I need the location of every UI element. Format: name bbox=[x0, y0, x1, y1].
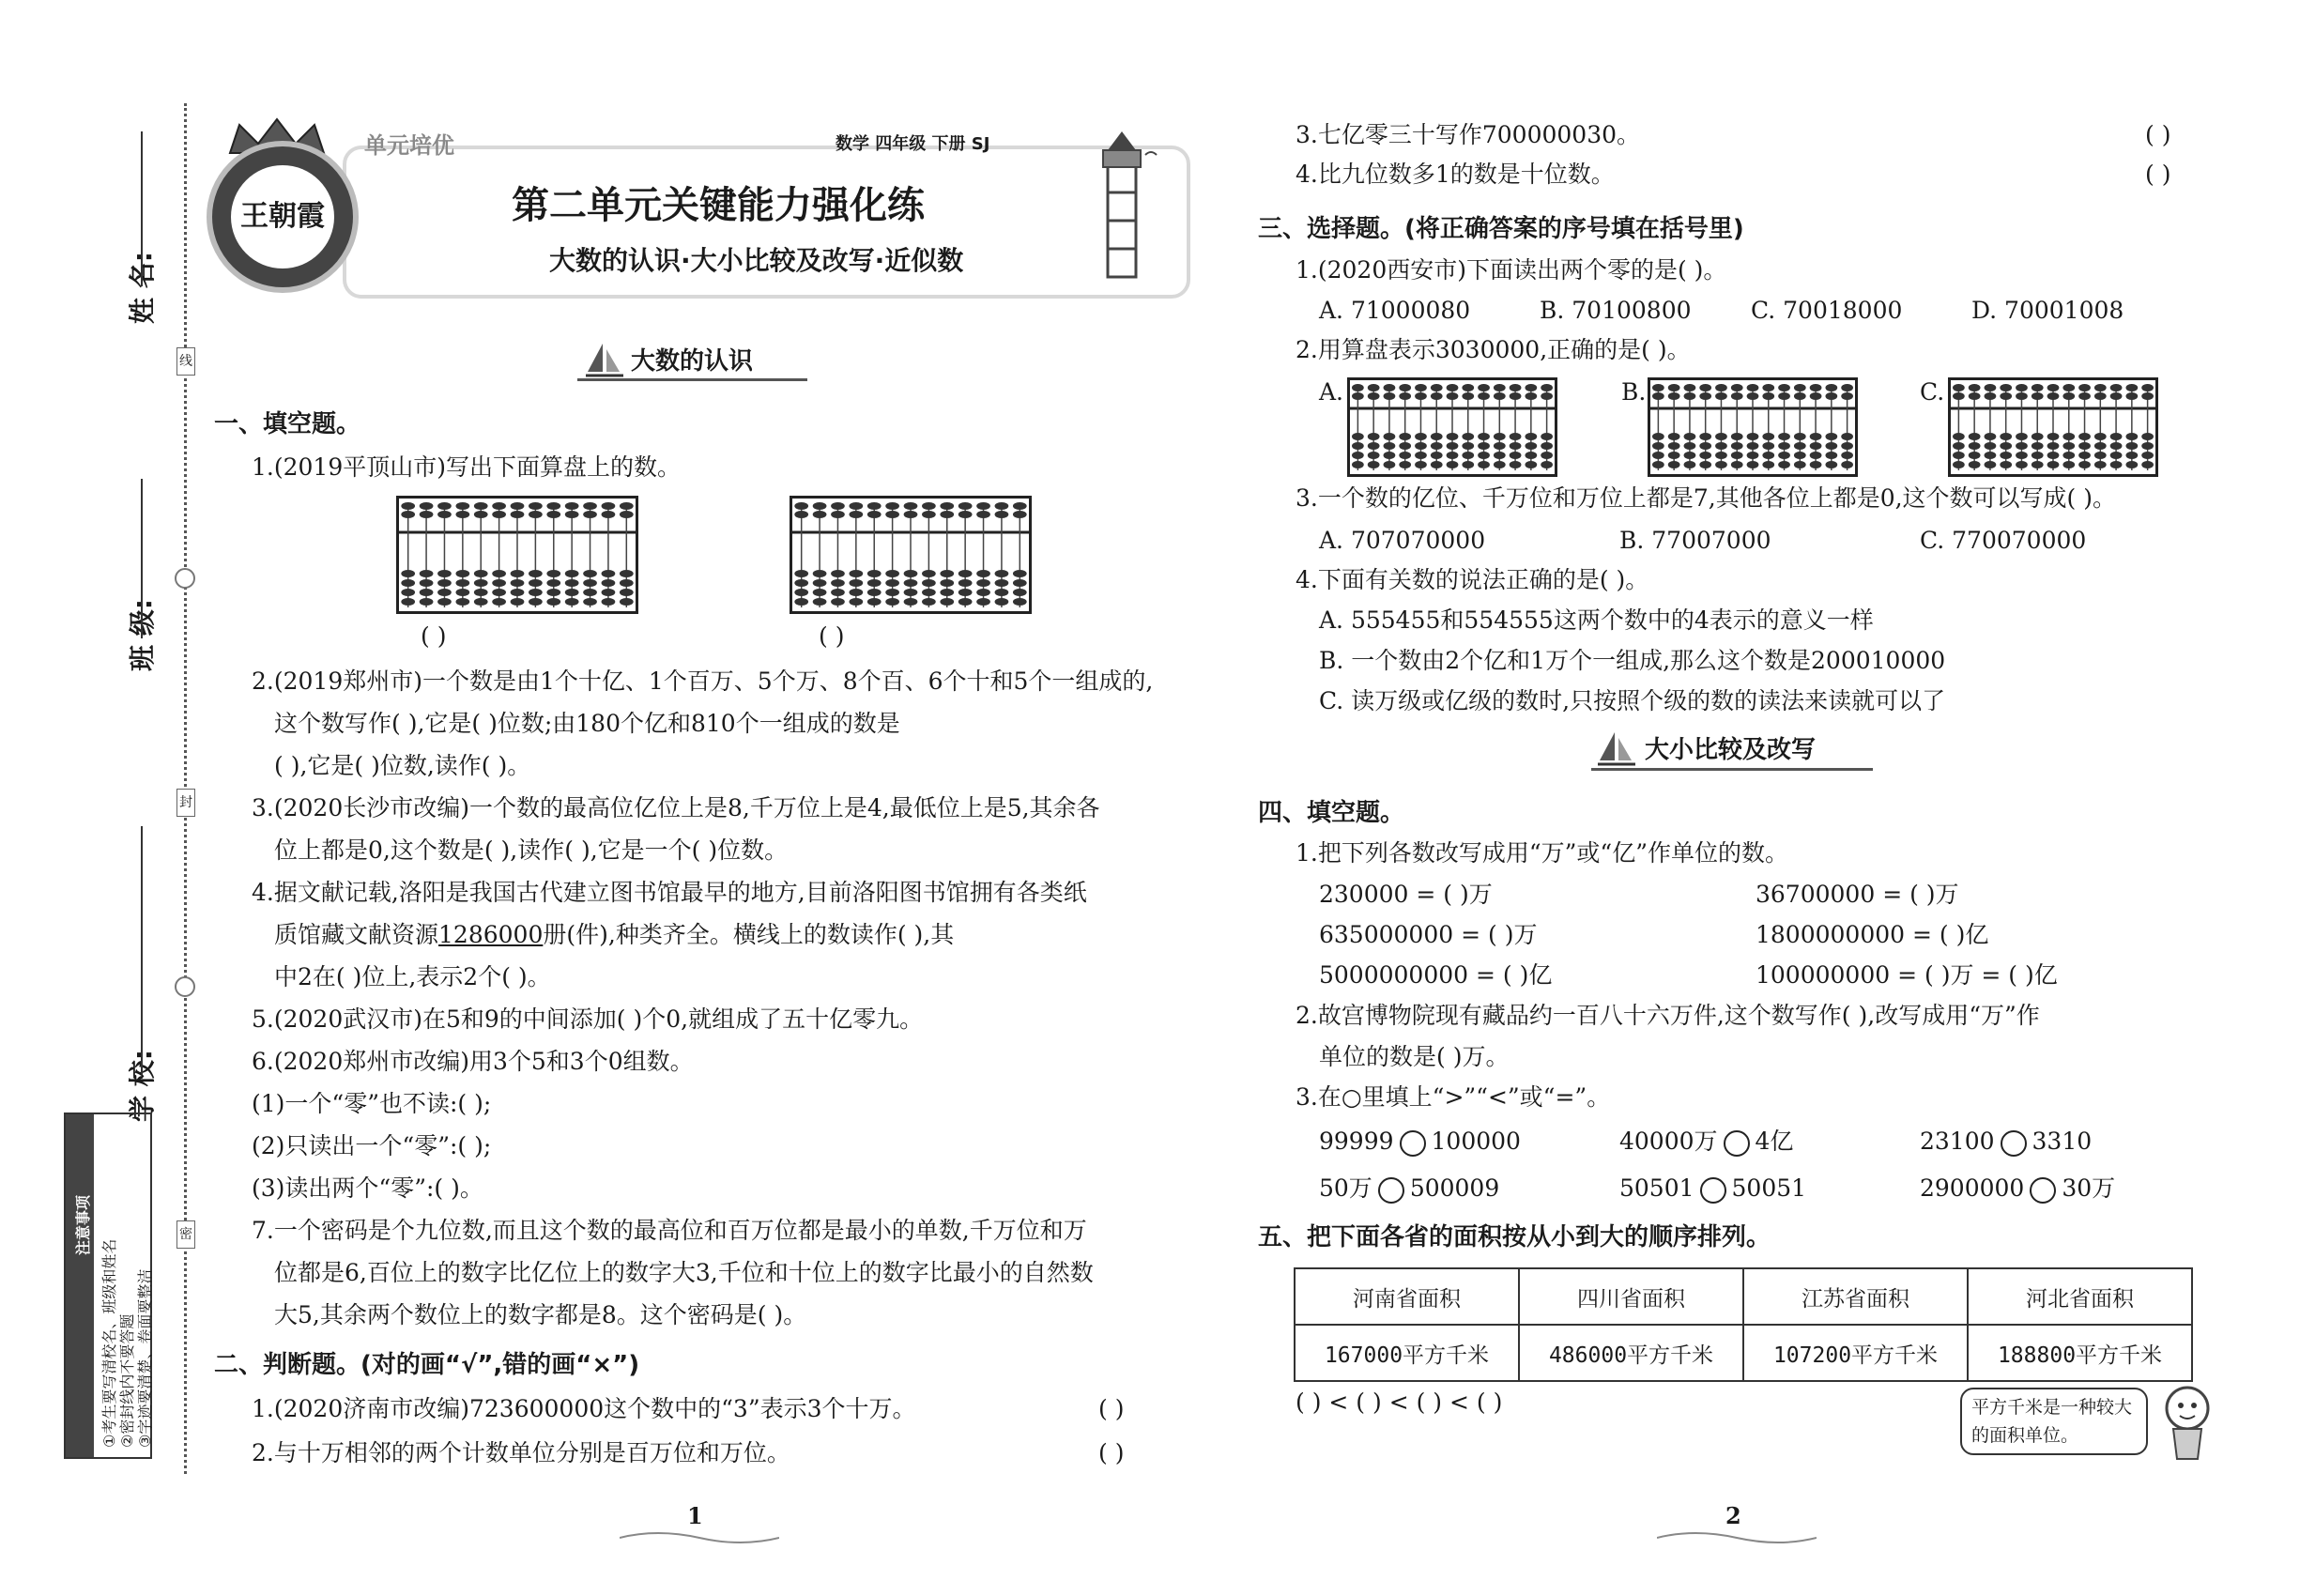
q3-line1: 3.(2020长沙市改编)一个数的最高位亿位上是8,千万位上是4,最低位上是5,其余各 bbox=[252, 794, 1100, 821]
name-label: 姓 名: bbox=[127, 252, 158, 324]
seal-mark-line: 线 bbox=[176, 347, 195, 376]
compare-left: 40000万 bbox=[1619, 1128, 1718, 1155]
abacus-beads bbox=[1650, 380, 1855, 474]
compare-right: 500009 bbox=[1409, 1174, 1500, 1202]
table-header-cell: 江苏省面积 bbox=[1743, 1268, 1968, 1325]
compare-item bbox=[1619, 1174, 1806, 1204]
q4-underlined-number: 1286000 bbox=[438, 921, 544, 948]
q5-text: 5.(2020武汉市)在5和9的中间添加( )个0,就组成了五十亿零九。 bbox=[252, 1005, 924, 1033]
part5-heading: 五、把下面各省的面积按从小到大的顺序排列。 bbox=[1258, 1223, 1771, 1251]
sailboat-icon bbox=[1596, 729, 1637, 770]
abacus-option-b bbox=[1648, 377, 1858, 477]
table-header-row bbox=[1295, 1268, 2192, 1325]
banner-tab: 单元培优 bbox=[364, 132, 454, 159]
convert-row2-a: 635000000 = ( )万 bbox=[1319, 921, 1538, 948]
choice-2-opt-b[interactable]: B. bbox=[1621, 378, 1647, 406]
q2-line3: ( ),它是( )位数,读作( )。 bbox=[274, 752, 531, 779]
compare-left: 50501 bbox=[1619, 1174, 1694, 1202]
abacus-q1-b bbox=[790, 496, 1032, 614]
choice-4-opt-a[interactable]: A. 555455和554555这两个数中的4表示的意义一样 bbox=[1319, 606, 1874, 634]
binding-hole-icon bbox=[175, 976, 195, 997]
name-underline bbox=[141, 131, 143, 286]
choice-4-opt-c[interactable]: C. 读万级或亿级的数时,只按照个级的数的读法来读就可以了 bbox=[1319, 687, 1946, 714]
section-underline bbox=[1591, 768, 1873, 771]
choice-3-opt-c[interactable]: C. 770070000 bbox=[1920, 527, 2087, 554]
q7-line3: 大5,其余两个数位上的数字都是8。这个密码是( )。 bbox=[274, 1301, 807, 1328]
compare-circle[interactable] bbox=[1724, 1130, 1750, 1157]
compare-right: 30万 bbox=[2062, 1174, 2116, 1202]
compare-circle[interactable] bbox=[2001, 1130, 2027, 1157]
abacus-beads bbox=[1951, 380, 2155, 474]
compare-left: 50万 bbox=[1319, 1174, 1372, 1202]
choice-1-opt-b[interactable]: B. 70100800 bbox=[1540, 297, 1692, 324]
compare-item bbox=[1319, 1127, 1521, 1157]
choice-3-opt-b[interactable]: B. 77007000 bbox=[1619, 527, 1771, 554]
mascot-icon bbox=[2154, 1380, 2220, 1465]
judge-1: 1.(2020济南市改编)723600000这个数中的“3”表示3个十万。 bbox=[252, 1395, 916, 1422]
class-label: 班 级: bbox=[127, 599, 158, 671]
logo-text: 王朝霞 bbox=[231, 165, 334, 269]
seal-mark-seal: 封 bbox=[176, 789, 195, 817]
q1-text: 1.(2019平顶山市)写出下面算盘上的数。 bbox=[252, 453, 681, 481]
q4-line2-a: 质馆藏文献资源 bbox=[274, 921, 439, 948]
q4-line2-b: 册(件),种类齐全。横线上的数读作( ),其 bbox=[543, 921, 955, 948]
convert-row2-b: 1800000000 = ( )亿 bbox=[1756, 921, 1989, 948]
compare-left: 23100 bbox=[1920, 1128, 1995, 1155]
q6-sub2: (2)只读出一个“零”:( ); bbox=[252, 1132, 492, 1159]
seal-mark-dense: 密 bbox=[176, 1220, 195, 1249]
school-underline bbox=[141, 826, 143, 1075]
convert-row1-a: 230000 = ( )万 bbox=[1319, 881, 1493, 908]
choice-4: 4.下面有关数的说法正确的是( )。 bbox=[1296, 566, 1649, 593]
convert-row3-a: 5000000000 = ( )亿 bbox=[1319, 961, 1553, 989]
abacus-beads bbox=[399, 499, 636, 611]
judge-3: 3.七亿零三十写作700000030。 bbox=[1296, 121, 1641, 148]
abacus-option-a bbox=[1347, 377, 1557, 477]
q1-answer-a[interactable]: ( ) bbox=[421, 622, 447, 650]
fill-3: 3.在○里填上“>”“<”或“=”。 bbox=[1296, 1083, 1611, 1111]
brand-logo bbox=[207, 141, 359, 293]
notice-title: 注意事项 bbox=[74, 1194, 92, 1255]
part2-heading: 二、判断题。(对的画“√”,错的画“×”) bbox=[214, 1351, 640, 1379]
order-answer-line[interactable]: ( ) < ( ) < ( ) < ( ) bbox=[1296, 1389, 1503, 1416]
compare-right: 4亿 bbox=[1755, 1128, 1794, 1155]
compare-item bbox=[1319, 1174, 1499, 1204]
notice-item: ③字迹要清楚、卷面要整洁 bbox=[136, 1268, 154, 1448]
section-title-big-numbers: 大数的认识 bbox=[631, 347, 754, 376]
convert-row3-b: 100000000 = ( )万 = ( )亿 bbox=[1756, 961, 2058, 989]
choice-1-opt-a[interactable]: A. 71000080 bbox=[1319, 297, 1471, 324]
notice-title-bar bbox=[66, 1114, 94, 1457]
notice-item: ①考生要写清校名、班级和姓名 bbox=[100, 1238, 118, 1448]
q4-line2 bbox=[274, 920, 954, 950]
compare-item bbox=[1920, 1127, 2092, 1157]
table-row bbox=[1295, 1325, 2192, 1381]
choice-2-opt-c[interactable]: C. bbox=[1920, 378, 1945, 406]
q7-line1: 7.一个密码是个九位数,而且这个数的最高位和百万位都是最小的单数,千万位和万 bbox=[252, 1217, 1087, 1244]
page-ornament bbox=[620, 1528, 779, 1547]
banner-subtitle: 大数的认识·大小比较及改写·近似数 bbox=[549, 245, 964, 276]
q2-line1: 2.(2019郑州市)一个数是由1个十亿、1个百万、5个万、8个百、6个十和5个一组成的, bbox=[252, 668, 1154, 695]
choice-1-opt-c[interactable]: C. 70018000 bbox=[1751, 297, 1903, 324]
choice-1-opt-d[interactable]: D. 70001008 bbox=[1971, 297, 2124, 324]
compare-left: 99999 bbox=[1319, 1128, 1394, 1155]
q2-line2: 这个数写作( ),它是( )位数;由180个亿和810个一组成的数是 bbox=[274, 710, 900, 737]
binding-hole-icon bbox=[175, 568, 195, 589]
compare-item bbox=[1920, 1174, 2115, 1204]
section-underline bbox=[577, 378, 807, 381]
judge-4-answer[interactable]: ( ) bbox=[2145, 161, 2171, 188]
compare-circle[interactable] bbox=[1700, 1177, 1726, 1204]
notice-item: ②密封线内不要答题 bbox=[118, 1313, 136, 1448]
part3-heading: 三、选择题。(将正确答案的序号填在括号里) bbox=[1258, 215, 1744, 243]
fill-2-line2: 单位的数是( )万。 bbox=[1319, 1043, 1510, 1070]
compare-circle[interactable] bbox=[1378, 1177, 1404, 1204]
choice-2: 2.用算盘表示3030000,正确的是( )。 bbox=[1296, 336, 1691, 363]
q3-line2: 位上都是0,这个数是( ),读作( ),它是一个( )位数。 bbox=[274, 836, 789, 864]
tip-bubble: 平方千米是一种较大的面积单位。 bbox=[1960, 1388, 2148, 1455]
part4-heading: 四、填空题。 bbox=[1258, 799, 1405, 827]
table-header-cell: 河北省面积 bbox=[1968, 1268, 2192, 1325]
choice-4-opt-b[interactable]: B. 一个数由2个亿和1万个一组成,那么这个数是200010000 bbox=[1319, 647, 1946, 674]
school-label: 学 校: bbox=[127, 1050, 158, 1122]
q6-sub1: (1)一个“零”也不读:( ); bbox=[252, 1090, 492, 1117]
judge-2-answer[interactable]: ( ) bbox=[1098, 1439, 1125, 1466]
choice-2-opt-a[interactable]: A. bbox=[1319, 378, 1344, 406]
table-header-cell: 河南省面积 bbox=[1295, 1268, 1519, 1325]
compare-item bbox=[1619, 1127, 1793, 1157]
abacus-q1-a bbox=[396, 496, 638, 614]
compare-left: 2900000 bbox=[1920, 1174, 2025, 1202]
table-cell: 107200平方千米 bbox=[1743, 1325, 1968, 1381]
page-ornament bbox=[1657, 1528, 1817, 1547]
section-title-compare: 大小比较及改写 bbox=[1645, 736, 1817, 764]
judge-3-answer[interactable]: ( ) bbox=[2145, 121, 2171, 148]
choice-3: 3.一个数的亿位、千万位和万位上都是7,其他各位上都是0,这个数可以写成( )。 bbox=[1296, 484, 2117, 512]
table-cell: 167000平方千米 bbox=[1295, 1325, 1519, 1381]
judge-2: 2.与十万相邻的两个计数单位分别是百万位和万位。 bbox=[252, 1439, 790, 1466]
compare-circle[interactable] bbox=[1400, 1130, 1426, 1157]
q1-answer-b[interactable]: ( ) bbox=[819, 622, 845, 650]
q6-text: 6.(2020郑州市改编)用3个5和3个0组数。 bbox=[252, 1048, 694, 1075]
q4-line1: 4.据文献记载,洛阳是我国古代建立图书馆最早的地方,目前洛阳图书馆拥有各类纸 bbox=[252, 879, 1087, 906]
choice-1: 1.(2020西安市)下面读出两个零的是( )。 bbox=[1296, 256, 1727, 284]
notice-box bbox=[64, 1113, 152, 1459]
fill-2-line1: 2.故宫博物院现有藏品约一百八十六万件,这个数写作( ),改写成用“万”作 bbox=[1296, 1002, 2040, 1029]
table-cell: 486000平方千米 bbox=[1519, 1325, 1743, 1381]
choice-3-opt-a[interactable]: A. 707070000 bbox=[1319, 527, 1486, 554]
convert-row1-b: 36700000 = ( )万 bbox=[1756, 881, 1959, 908]
banner-meta: 数学 四年级 下册 SJ bbox=[836, 134, 990, 154]
q7-line2: 位都是6,百位上的数字比亿位上的数字大3,千位和十位上的数字比最小的自然数 bbox=[274, 1259, 1094, 1286]
page-number-right: 2 bbox=[1725, 1502, 1741, 1529]
class-underline bbox=[141, 479, 143, 638]
part1-heading: 一、填空题。 bbox=[214, 410, 361, 438]
judge-1-answer[interactable]: ( ) bbox=[1098, 1395, 1125, 1422]
page-number-left: 1 bbox=[687, 1502, 703, 1529]
compare-circle[interactable] bbox=[2030, 1177, 2056, 1204]
province-area-table bbox=[1294, 1267, 2193, 1382]
compare-right: 3310 bbox=[2032, 1128, 2093, 1155]
q4-line3: 中2在( )位上,表示2个( )。 bbox=[274, 963, 551, 990]
abacus-beads bbox=[1350, 380, 1555, 474]
sailboat-icon bbox=[584, 340, 625, 381]
compare-right: 50051 bbox=[1731, 1174, 1807, 1202]
lighthouse-icon bbox=[1080, 127, 1164, 286]
table-cell: 188800平方千米 bbox=[1968, 1325, 2192, 1381]
judge-4: 4.比九位数多1的数是十位数。 bbox=[1296, 161, 1615, 188]
abacus-beads bbox=[792, 499, 1029, 611]
q6-sub3: (3)读出两个“零”:( )。 bbox=[252, 1174, 483, 1202]
abacus-option-c bbox=[1948, 377, 2158, 477]
table-header-cell: 四川省面积 bbox=[1519, 1268, 1743, 1325]
compare-right: 100000 bbox=[1431, 1128, 1521, 1155]
banner-title: 第二单元关键能力强化练 bbox=[512, 184, 925, 227]
fill-1: 1.把下列各数改写成用“万”或“亿”作单位的数。 bbox=[1296, 839, 1788, 867]
